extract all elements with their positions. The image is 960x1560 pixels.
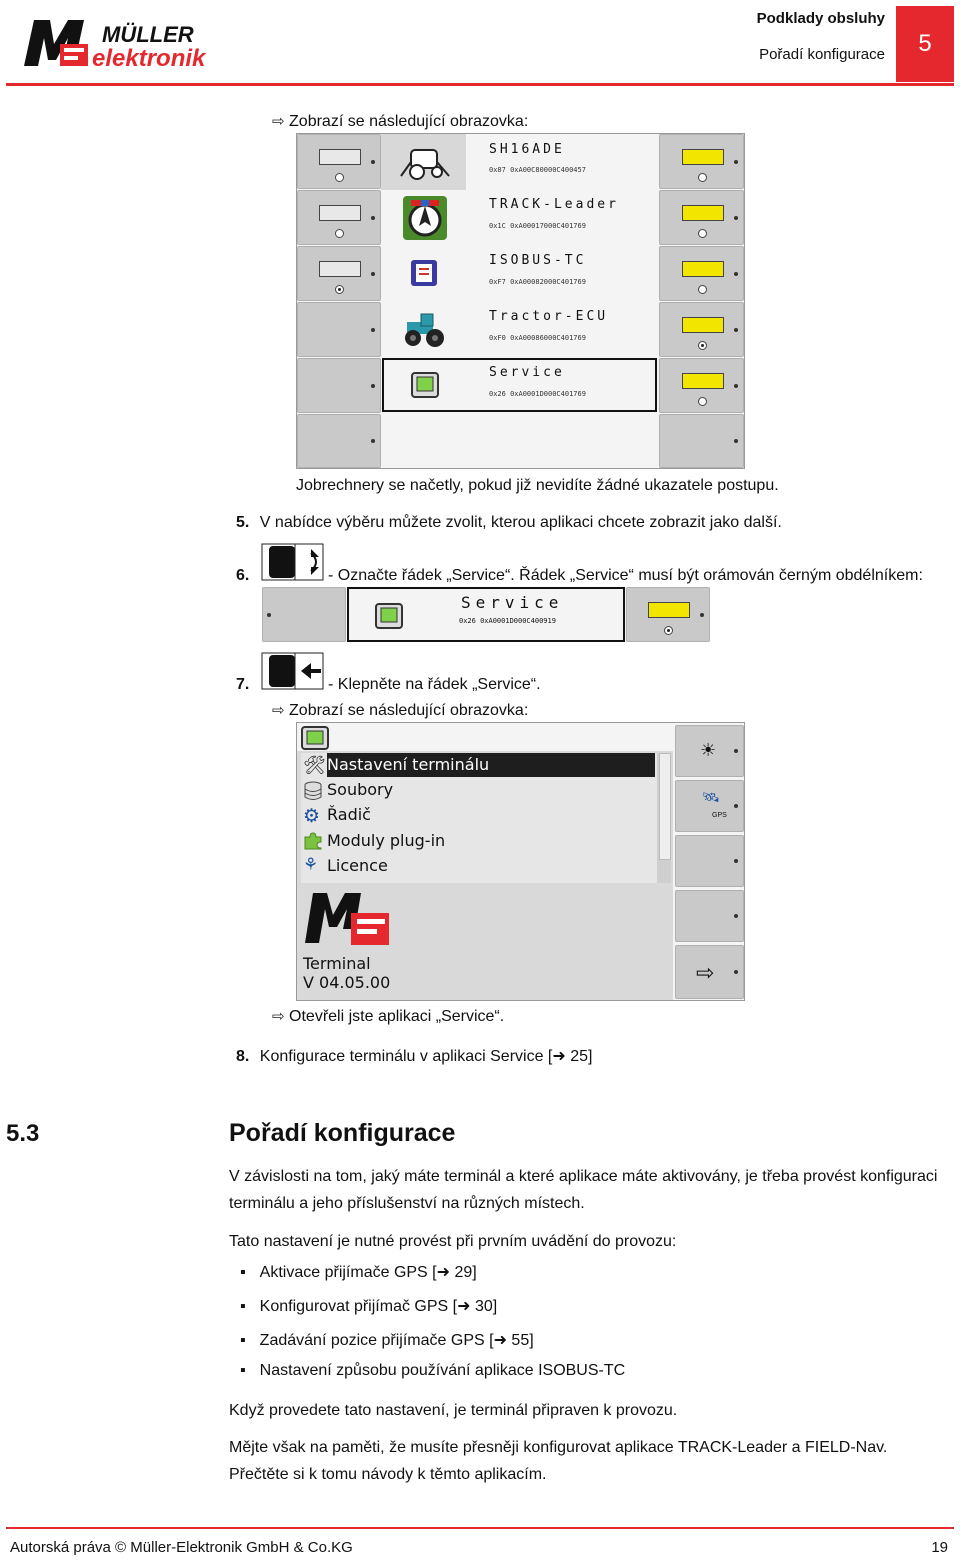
radio-selected-icon <box>664 626 673 635</box>
right-softkey-4[interactable] <box>659 302 744 357</box>
left-softkey-5[interactable] <box>297 358 381 413</box>
app-name-3: ISOBUS-TC <box>489 253 587 268</box>
reference-arrow-icon: ➜ <box>493 1332 507 1349</box>
terminal-label: Terminal <box>303 954 371 973</box>
boom-icon <box>680 313 724 337</box>
result-line-1 <box>272 112 528 132</box>
left-softkey-2[interactable] <box>297 190 381 245</box>
step-8-text: Konfigurace terminálu v aplikaci Service [ <box>259 1048 553 1065</box>
boom-icon <box>646 598 690 622</box>
paragraph-4-line-1: Mějte však na paměti, že musíte přesněji konfigurovat aplikace TRACK-Leader a FIELD-Nav. <box>229 1439 888 1456</box>
bullet-reference[interactable]: 29] <box>454 1264 477 1281</box>
logo-text-top: MÜLLER <box>102 22 194 47</box>
left-softkey-4[interactable] <box>297 302 381 357</box>
jobrechner-note: Jobrechnery se načetly, pokud již nevidíte žádné ukazatele postupu. <box>296 477 779 494</box>
result-line-3 <box>272 1007 504 1027</box>
left-softkey-1[interactable] <box>297 134 381 189</box>
result-arrow-icon: ⇨ <box>272 1008 285 1025</box>
menu-item-files[interactable]: Soubory <box>327 780 394 799</box>
app-header-bar <box>297 723 673 751</box>
service-row-strip <box>262 587 710 642</box>
app-addr-3: 0xF7 0xA00082000C401769 <box>489 278 586 286</box>
menu-item-license[interactable]: Licence <box>327 856 388 875</box>
terminal-icon <box>301 726 329 755</box>
radio-icon <box>698 229 707 238</box>
step-8 <box>236 1047 592 1067</box>
radio-icon <box>698 173 707 182</box>
paragraph-1-line-1: V závislosti na tom, jaký máte terminál a které aplikace máte aktivovány, je třeba provést konfiguraci <box>229 1168 938 1185</box>
bullet-text: Aktivace přijímače GPS [ <box>259 1264 437 1281</box>
strip-service-name: Service <box>461 593 564 612</box>
bullet-item: ▪ Zadávání pozice přijímače GPS [➜ 55] <box>240 1332 534 1349</box>
bullet-text: Zadávání pozice přijímače GPS [ <box>259 1332 494 1349</box>
result-arrow-icon: ⇨ <box>272 702 285 719</box>
footer-copyright: Autorská práva © Müller-Elektronik GmbH & Co.KG <box>10 1539 353 1556</box>
result-text: Otevřeli jste aplikaci „Service“. <box>289 1008 505 1025</box>
section-paragraph-3: Když provedete tato nastavení, je terminál připraven k provozu. <box>229 1402 678 1419</box>
rotary-knob-press-icon <box>261 652 325 690</box>
boom-icon <box>317 145 361 169</box>
section-paragraph-2: Tato nastavení je nutné provést při prvním uvádění do provozu: <box>229 1233 677 1250</box>
terminal-icon <box>411 372 439 403</box>
result-line-2 <box>272 701 528 721</box>
boom-icon <box>680 201 724 225</box>
me-logo <box>303 889 393 952</box>
radio-icon <box>698 397 707 406</box>
next-arrow-icon: ⇨ <box>696 960 715 985</box>
left-softkey-3[interactable] <box>297 246 381 301</box>
sprayer-icon <box>397 142 453 187</box>
radio-icon <box>698 285 707 294</box>
section-paragraph-4 <box>229 1434 887 1488</box>
gps-label: GPS <box>712 812 727 819</box>
radio-selected-icon <box>335 285 344 294</box>
app-addr-2: 0x1C 0xA00017000C401769 <box>489 222 586 230</box>
boom-icon <box>317 201 361 225</box>
bullet-text: Nastavení způsobu používání aplikace ISOBUS-TC <box>259 1362 626 1379</box>
brightness-icon: ☀ <box>700 740 717 760</box>
app-addr-5: 0x26 0xA0001D000C401769 <box>489 390 586 398</box>
boom-icon <box>680 257 724 281</box>
step-5-text: V nabídce výběru můžete zvolit, kterou aplikaci chcete zobrazit jako další. <box>259 514 782 531</box>
boom-icon <box>680 145 724 169</box>
strip-service-row[interactable] <box>347 587 625 642</box>
step-5-number: 5. <box>236 514 250 531</box>
result-text: Zobrazí se následující obrazovka: <box>289 113 529 130</box>
boom-icon <box>680 369 724 393</box>
satellite-icon: 🛰 <box>702 789 720 805</box>
boom-icon <box>317 257 361 281</box>
menu-item-driver[interactable]: Řadič <box>327 805 371 824</box>
section-number: 5.3 <box>6 1120 40 1147</box>
section-paragraph-1 <box>229 1163 949 1217</box>
step-5 <box>236 513 782 533</box>
database-icon <box>303 781 323 806</box>
radio-icon <box>335 173 344 182</box>
step-7-text: - Klepněte na řádek „Service“. <box>328 676 541 693</box>
strip-service-addr: 0x26 0xA0001D000C400919 <box>459 617 556 625</box>
step-7-number: 7. <box>236 676 250 693</box>
strip-left-softkey[interactable] <box>262 587 346 642</box>
page-number: 19 <box>931 1539 948 1556</box>
right-softkey-1[interactable] <box>659 134 744 189</box>
paragraph-4-line-2: Přečtěte si k tomu návody k těmto aplikacím. <box>229 1466 547 1483</box>
tractor-icon <box>401 312 447 353</box>
puzzle-icon <box>303 831 323 856</box>
result-arrow-icon: ⇨ <box>272 113 285 130</box>
rotary-knob-turn-icon <box>261 543 325 581</box>
service-app-screen <box>296 722 745 1001</box>
radio-selected-icon <box>698 341 707 350</box>
header-rule <box>6 83 954 86</box>
result-text: Zobrazí se následující obrazovka: <box>289 702 529 719</box>
menu-item-terminal-settings[interactable]: Nastavení terminálu <box>327 755 490 774</box>
bullet-reference[interactable]: 30] <box>474 1298 498 1315</box>
mueller-elektronik-logo <box>20 14 230 72</box>
gear-icon: ⚙ <box>303 806 321 827</box>
version-label: V 04.05.00 <box>303 973 391 992</box>
app-name-4: Tractor-ECU <box>489 309 609 324</box>
header-subtitle: Pořadí konfigurace <box>759 46 885 63</box>
chapter-tab: 5 <box>896 6 954 82</box>
terminal-icon <box>375 603 403 634</box>
brightness-softkey[interactable] <box>675 725 744 777</box>
header-title: Podklady obsluhy <box>756 10 885 27</box>
step-8-number: 8. <box>236 1048 250 1065</box>
reference-arrow-icon: ➜ <box>436 1264 451 1281</box>
step-8-reference[interactable]: 25] <box>570 1048 593 1065</box>
bullet-text: Konfigurovat přijímač GPS [ <box>259 1298 458 1315</box>
license-icon: ⚘ <box>303 855 319 874</box>
bullet-item: ▪ Nastavení způsobu používání aplikace ISOBUS-TC <box>240 1362 626 1379</box>
menu-item-plugins[interactable]: Moduly plug-in <box>327 831 446 850</box>
right-softkey-2[interactable] <box>659 190 744 245</box>
app-addr-4: 0xF0 0xA00086000C401769 <box>489 334 586 342</box>
empty-softkey-1[interactable] <box>675 835 744 887</box>
bullet-reference[interactable]: 55] <box>511 1332 534 1349</box>
reference-arrow-icon: ➜ <box>457 1298 471 1315</box>
bullet-item: ▪ Aktivace přijímače GPS [➜ 29] <box>240 1264 477 1281</box>
app-name-1: SH16ADE <box>489 142 565 157</box>
next-softkey[interactable] <box>675 945 744 999</box>
paragraph-1-line-2: terminálu a jeho příslušenství na různých místech. <box>229 1195 585 1212</box>
section-title: Pořadí konfigurace <box>229 1119 456 1147</box>
app-name-5: Service <box>489 365 565 380</box>
track-leader-icon <box>403 196 447 245</box>
radio-icon <box>335 229 344 238</box>
wrench-icon: 🛠 <box>303 755 326 775</box>
logo-text-bottom: elektronik <box>92 45 206 72</box>
menu-scrollbar[interactable] <box>657 753 671 883</box>
left-softkey-6[interactable] <box>297 414 381 468</box>
right-softkey-3[interactable] <box>659 246 744 301</box>
gps-softkey[interactable] <box>675 780 744 832</box>
bullet-item: ▪ Konfigurovat přijímač GPS [➜ 30] <box>240 1298 498 1315</box>
right-softkey-6[interactable] <box>659 414 744 468</box>
empty-softkey-2[interactable] <box>675 890 744 942</box>
selection-menu-screen <box>296 133 745 469</box>
strip-right-softkey[interactable] <box>626 587 710 642</box>
isobus-tc-icon <box>409 258 439 293</box>
footer-rule <box>6 1527 954 1529</box>
step-6-text: - Označte řádek „Service“. Řádek „Service“ musí být orámován černým obdélníkem: <box>328 567 923 584</box>
step-6-number: 6. <box>236 567 250 584</box>
app-name-2: TRACK-Leader <box>489 197 619 212</box>
right-softkey-5[interactable] <box>659 358 744 413</box>
reference-arrow-icon: ➜ <box>552 1048 566 1065</box>
app-addr-1: 0x87 0xA00C80000C400457 <box>489 166 586 174</box>
